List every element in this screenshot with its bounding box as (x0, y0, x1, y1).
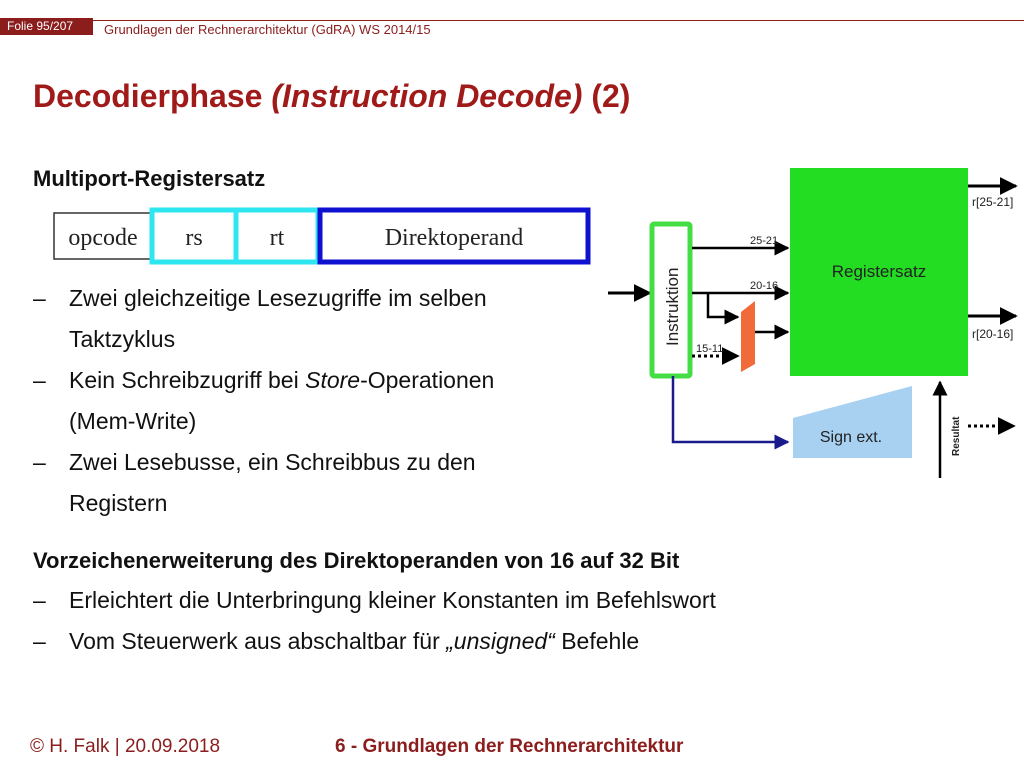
title-suffix: (2) (582, 78, 631, 114)
slide-title (33, 78, 630, 115)
slide-number: Folie 95/207 (0, 18, 93, 35)
bullet-item: – Zwei Lesebusse, ein Schreibbus zu den (33, 449, 476, 475)
label-r20-16: r[20-16] (972, 327, 1014, 341)
course-title: Grundlagen der Rechnerarchitektur (GdRA) WS 2014/15 (104, 22, 431, 37)
bus-20-16-to-mux (708, 293, 738, 317)
label-25-21: 25-21 (750, 235, 779, 247)
bullet-item: – Kein Schreibzugriff bei Store-Operationen (33, 367, 495, 393)
write-register-mux (741, 301, 755, 372)
footer-chapter: 6 - Grundlagen der Rechnerarchitektur (335, 736, 684, 757)
footer-author-date: © H. Falk | 20.09.2018 (30, 736, 221, 757)
section1-bullets (33, 278, 494, 524)
bullet-continuation: Taktzyklus (69, 326, 176, 352)
field-rt-label: rt (269, 225, 285, 251)
immediate-bus (673, 376, 788, 442)
label-20-16: 20-16 (750, 280, 779, 292)
label-r25-21: r[25-21] (972, 195, 1014, 209)
result-label: Resultat (951, 416, 962, 456)
register-file-label: Registersatz (831, 262, 927, 281)
bullet-continuation: Registern (69, 490, 168, 516)
section2-bullets (33, 580, 716, 662)
field-opcode-label: opcode (68, 225, 138, 251)
bullet-continuation: (Mem-Write) (69, 408, 197, 434)
title-italic: (Instruction Decode) (271, 78, 583, 114)
label-15-11: 15-11 (696, 343, 724, 355)
section-heading-registers: Multiport-Registersatz (33, 166, 266, 191)
sign-ext-label: Sign ext. (819, 429, 883, 446)
instruction-label: Instruktion (663, 267, 682, 346)
field-direktoperand-label: Direktoperand (384, 225, 524, 251)
bullet-item: – Zwei gleichzeitige Lesezugriffe im selben (33, 285, 487, 311)
instruction-format (52, 207, 592, 267)
register-diagram (600, 160, 1024, 490)
bullet-item: – Erleichtert die Unterbringung kleiner Konstanten im Befehlswort (33, 587, 716, 613)
bullet-item: – Vom Steuerwerk aus abschaltbar für „unsigned“ Befehle (33, 628, 640, 654)
header-rule (0, 20, 1024, 21)
field-rs-label: rs (185, 225, 203, 251)
section-heading-sign-ext: Vorzeichenerweiterung des Direktoperanden von 16 auf 32 Bit (33, 548, 680, 573)
title-main: Decodierphase (33, 78, 272, 114)
sign-extension-unit (793, 386, 912, 458)
